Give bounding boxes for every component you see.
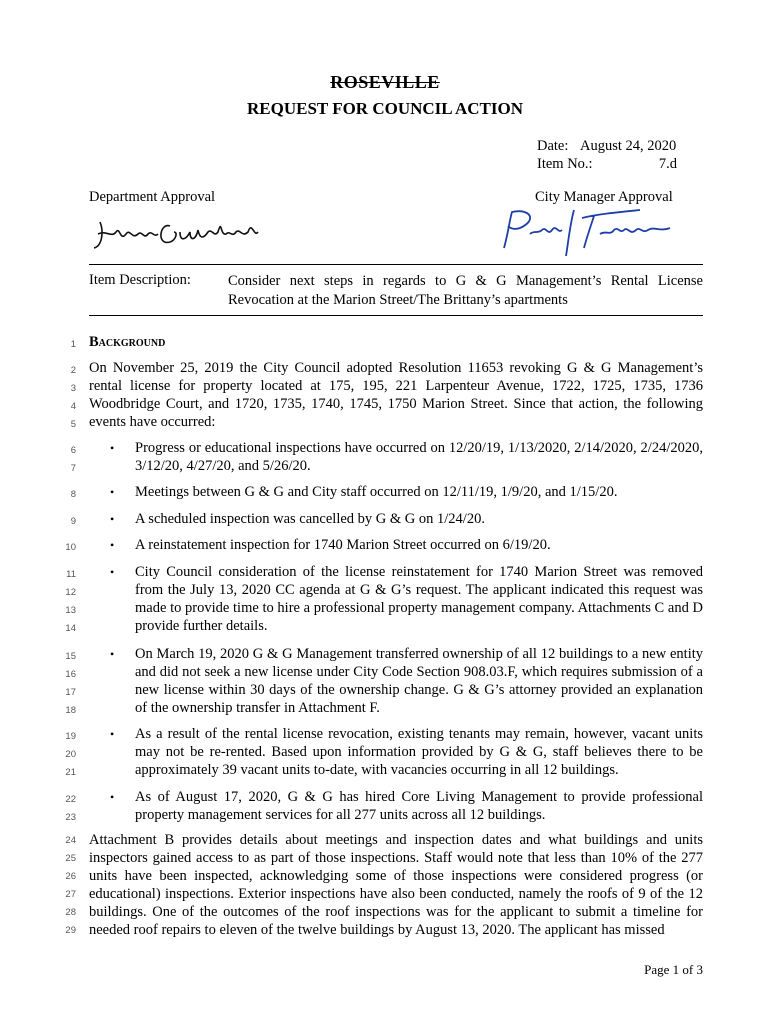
city-manager-signature: [490, 204, 680, 260]
line-number: 14: [65, 623, 76, 634]
item-number-value: 7.d: [658, 156, 677, 172]
bullet-dot: •: [110, 565, 115, 579]
department-approval-label: Department Approval: [89, 189, 216, 205]
logo-text: ROSEVILLE: [330, 72, 440, 92]
line-number: 11: [66, 569, 76, 580]
page-number: Page 1 of 3: [644, 962, 703, 977]
line-number: 26: [65, 871, 76, 882]
bullet-dot: •: [110, 485, 115, 499]
bullet-item: A reinstatement inspection for 1740 Marion Street occurred on 6/19/20.: [135, 537, 551, 553]
intro-paragraph: On November 25, 2019 the City Council adopted Resolution 11653 revoking G & G Management’s rental license for property located at 175, 195, 221 Larpenteur Avenue, 1722, 1725, 1735, 1736 Woodbridge Court, and 1720, 1735, 1740, 1745, 1750 Marion Street. Since that action, the following events have occurred:: [89, 360, 703, 430]
date-value: August 24, 2020: [580, 138, 677, 154]
bullet-dot: •: [110, 538, 115, 552]
item-description-text: Consider next steps in regards to G & G Management’s Rental License Revocation at the Marion Street/The Brittany’s apartments: [228, 273, 703, 308]
section-heading: Background: [89, 334, 166, 350]
line-number: 20: [65, 749, 76, 760]
line-number: 12: [65, 587, 76, 598]
closing-paragraph: Attachment B provides details about meetings and inspection dates and what buildings and units inspectors gained access to as part of those inspections. Staff would note that less than 10% of the 277 units have been inspected, acknowledging some of those inspections were considered progress (or educational) inspections. Exterior inspections have also been conducted, namely the roofs of 9 of the 12 buildings. One of the outcomes of the roof inspections was for the applicant to submit a timeline for needed roof repairs to eleven of the twelve buildings by August 13, 2020. The applicant has missed: [89, 832, 703, 938]
line-number: 1: [70, 339, 76, 350]
line-number: 18: [65, 705, 76, 716]
line-number: 21: [65, 767, 76, 778]
date-label: Date:: [537, 138, 569, 154]
line-number: 25: [65, 853, 76, 864]
bullet-item: City Council consideration of the license reinstatement for 1740 Marion Street was removed from the July 13, 2020 CC agenda at G & G’s request. The applicant indicated this request was made to provide time to hire a professional property management company. Attachments C and D provide further details.: [135, 564, 703, 634]
line-number: 6: [70, 445, 76, 456]
line-number: 24: [65, 835, 76, 846]
bullet-item: Meetings between G & G and City staff occurred on 12/11/19, 1/9/20, and 1/15/20.: [135, 484, 618, 500]
line-number: 3: [70, 383, 76, 394]
line-number: 2: [70, 365, 76, 376]
line-number: 8: [70, 489, 76, 500]
line-number: 9: [70, 516, 76, 527]
rule-top: [89, 264, 703, 265]
line-number: 15: [65, 651, 76, 662]
line-number: 29: [65, 925, 76, 936]
bullet-dot: •: [110, 790, 115, 804]
page-title: REQUEST FOR COUNCIL ACTION: [247, 99, 523, 118]
line-number: 13: [65, 605, 76, 616]
bullet-item: Progress or educational inspections have occurred on 12/20/19, 1/13/2020, 2/14/2020, 2/24/2020, 3/12/20, 4/27/20, and 5/26/20.: [135, 440, 703, 474]
line-number: 17: [65, 687, 76, 698]
line-number: 22: [65, 794, 76, 805]
item-description-label: Item Description:: [89, 272, 191, 288]
item-number-label: Item No.:: [537, 156, 593, 172]
bullet-dot: •: [110, 647, 115, 661]
item-number-line: [537, 155, 677, 173]
line-number: 5: [70, 419, 76, 430]
rule-bottom: [89, 315, 703, 316]
department-signature: [90, 212, 270, 256]
date-line: [537, 137, 676, 155]
bullet-dot: •: [110, 512, 115, 526]
roseville-logo: [0, 72, 770, 93]
line-number: 4: [70, 401, 76, 412]
line-number: 19: [65, 731, 76, 742]
line-number: 23: [65, 812, 76, 823]
bullet-item: As a result of the rental license revocation, existing tenants may remain, however, vacant units may not be re-rented. Based upon information provided by G & G, staff believes there to be approximately 39 vacant units to-date, with vacancies occurring in all 12 buildings.: [135, 726, 703, 778]
bullet-item: As of August 17, 2020, G & G has hired Core Living Management to provide professional property management services for all 277 units across all 12 buildings.: [135, 789, 703, 823]
line-number: 7: [70, 463, 76, 474]
bullet-item: A scheduled inspection was cancelled by G & G on 1/24/20.: [135, 511, 485, 527]
bullet-item: On March 19, 2020 G & G Management transferred ownership of all 12 buildings to a new entity and did not seek a new license under City Code Section 908.03.F, which requires submission of a new license within 30 days of the ownership change. G & G’s attorney provided an explanation of the ownership transfer in Attachment F.: [135, 646, 703, 716]
line-number: 27: [65, 889, 76, 900]
line-number: 16: [65, 669, 76, 680]
line-number: 28: [65, 907, 76, 918]
bullet-dot: •: [110, 441, 115, 455]
bullet-dot: •: [110, 727, 115, 741]
city-manager-approval-label: City Manager Approval: [535, 189, 673, 205]
line-number: 10: [65, 542, 76, 553]
